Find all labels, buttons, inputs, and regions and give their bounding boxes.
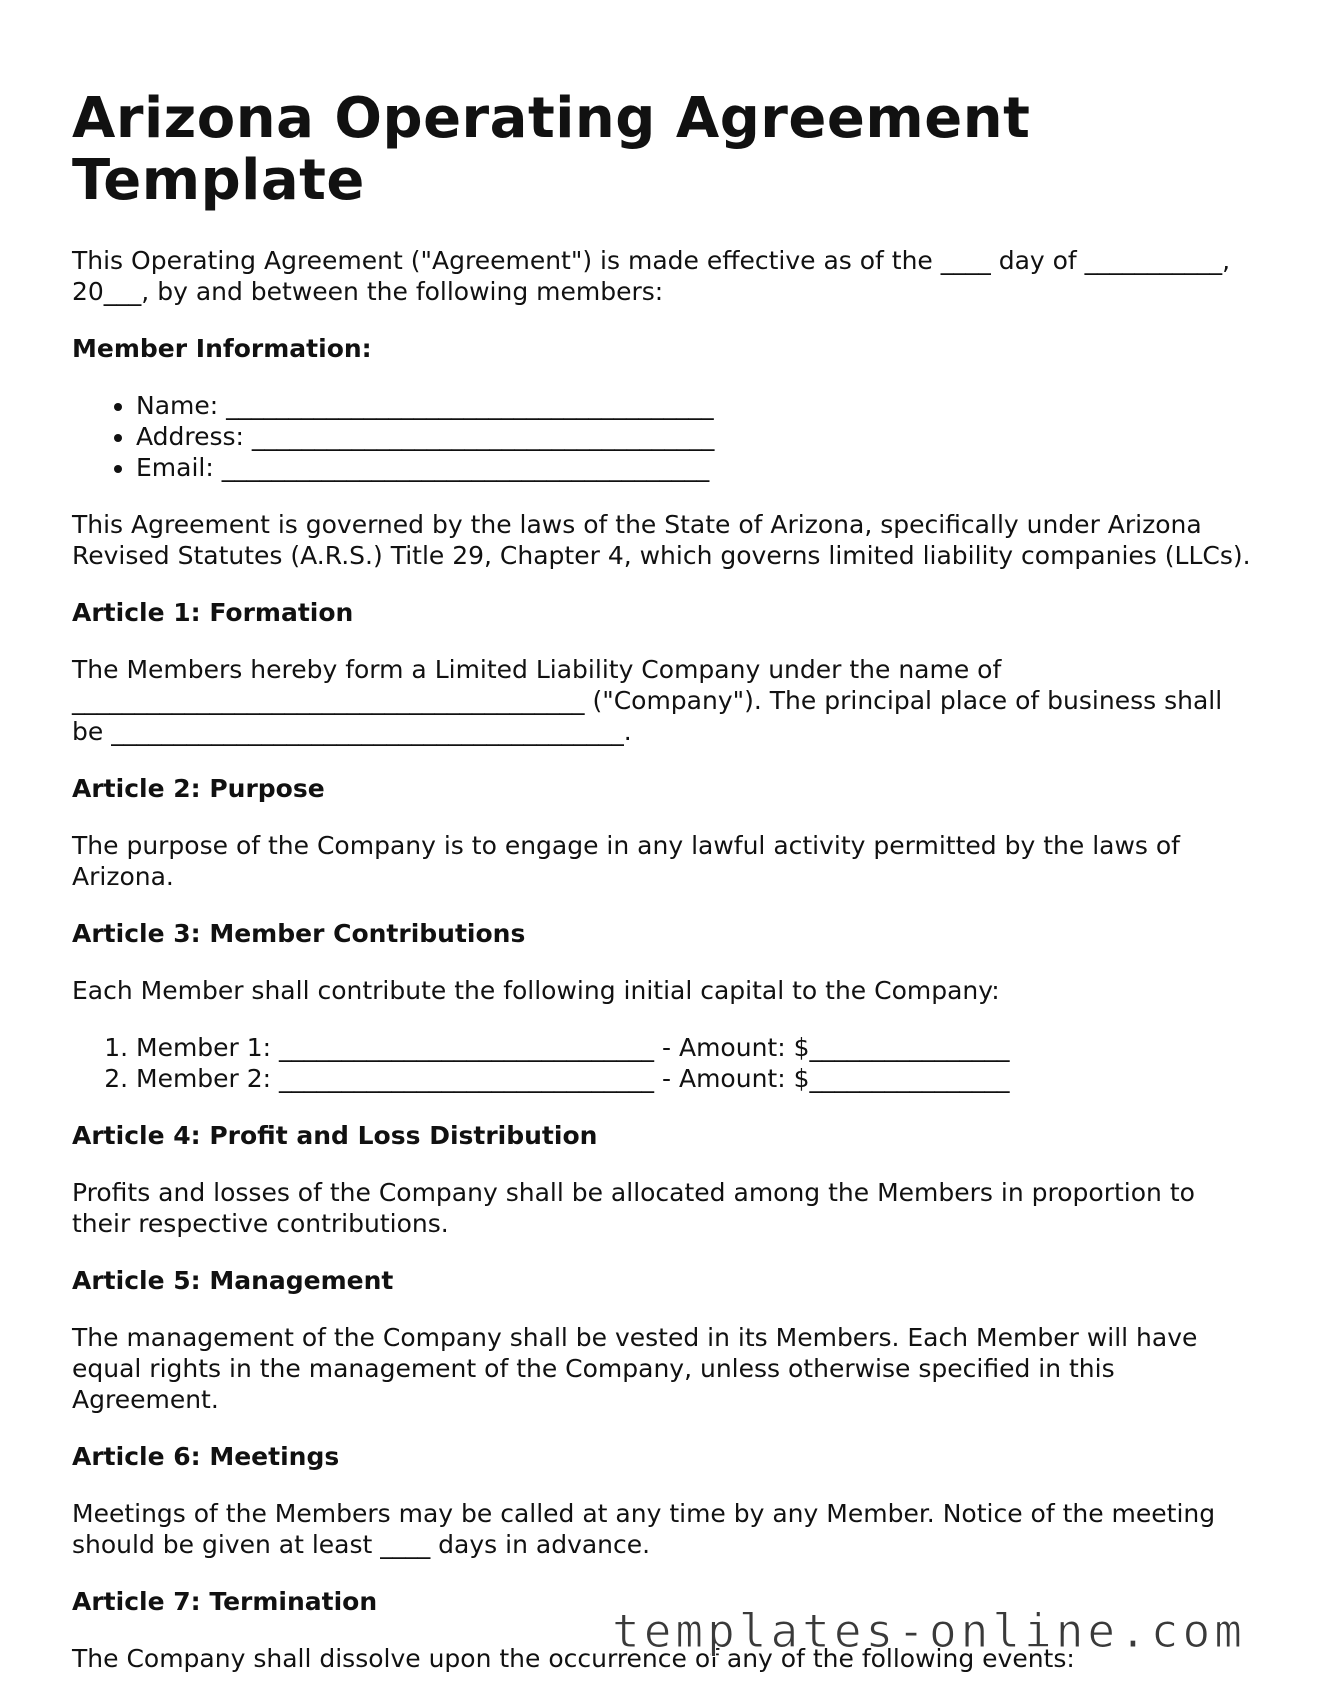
article-7-body: The Company shall dissolve upon the occurrence of any of the following events:	[72, 1644, 1075, 1674]
member-name-field: • Name: _______________________________________	[136, 390, 1252, 421]
watermark-text: templates-online.com	[612, 1604, 1246, 1658]
contribution-item-member-1: 1. Member 1: ______________________________ - Amount: $________________	[136, 1032, 1252, 1063]
member-info-list	[72, 390, 1252, 483]
member-address-field: • Address: _____________________________________	[136, 421, 1252, 452]
article-6-heading: Article 6: Meetings	[72, 1442, 340, 1472]
article-3-body: Each Member shall contribute the following initial capital to the Company:	[72, 976, 1000, 1006]
document-title: Arizona Operating Agreement Template	[72, 86, 1031, 213]
article-7-heading: Article 7: Termination	[72, 1587, 378, 1617]
intro-paragraph: This Operating Agreement ("Agreement") is made effective as of the ____ day of ___________, 20___, by and between the following members:	[72, 246, 1231, 307]
article-4-heading: Article 4: Profit and Loss Distribution	[72, 1121, 598, 1151]
article-1-heading: Article 1: Formation	[72, 598, 354, 628]
article-3-heading: Article 3: Member Contributions	[72, 919, 526, 949]
contribution-list	[72, 1032, 1252, 1094]
article-2-heading: Article 2: Purpose	[72, 774, 325, 804]
document-page	[72, 88, 1252, 1700]
member-email-field: • Email: _______________________________________	[136, 452, 1252, 483]
article-1-body: The Members hereby form a Limited Liability Company under the name of _________________________________________ ("Company"). The principal place of business shall be _________________________________________.	[72, 655, 1223, 747]
article-6-body: Meetings of the Members may be called at any time by any Member. Notice of the meeting should be given at least ____ days in advance.	[72, 1499, 1216, 1560]
member-info-heading: Member Information:	[72, 334, 372, 364]
article-4-body: Profits and losses of the Company shall be allocated among the Members in proportion to their respective contributions.	[72, 1178, 1195, 1239]
article-5-heading: Article 5: Management	[72, 1266, 394, 1296]
article-5-body: The management of the Company shall be vested in its Members. Each Member will have equal rights in the management of the Company, unless otherwise specified in this Agreement.	[72, 1323, 1198, 1415]
contribution-item-member-2: 2. Member 2: ______________________________ - Amount: $________________	[136, 1063, 1252, 1094]
article-2-body: The purpose of the Company is to engage in any lawful activity permitted by the laws of Arizona.	[72, 831, 1180, 892]
governing-law-paragraph: This Agreement is governed by the laws of the State of Arizona, specifically under Arizona Revised Statutes (A.R.S.) Title 29, Chapter 4, which governs limited liability companies (LLCs).	[72, 510, 1251, 571]
